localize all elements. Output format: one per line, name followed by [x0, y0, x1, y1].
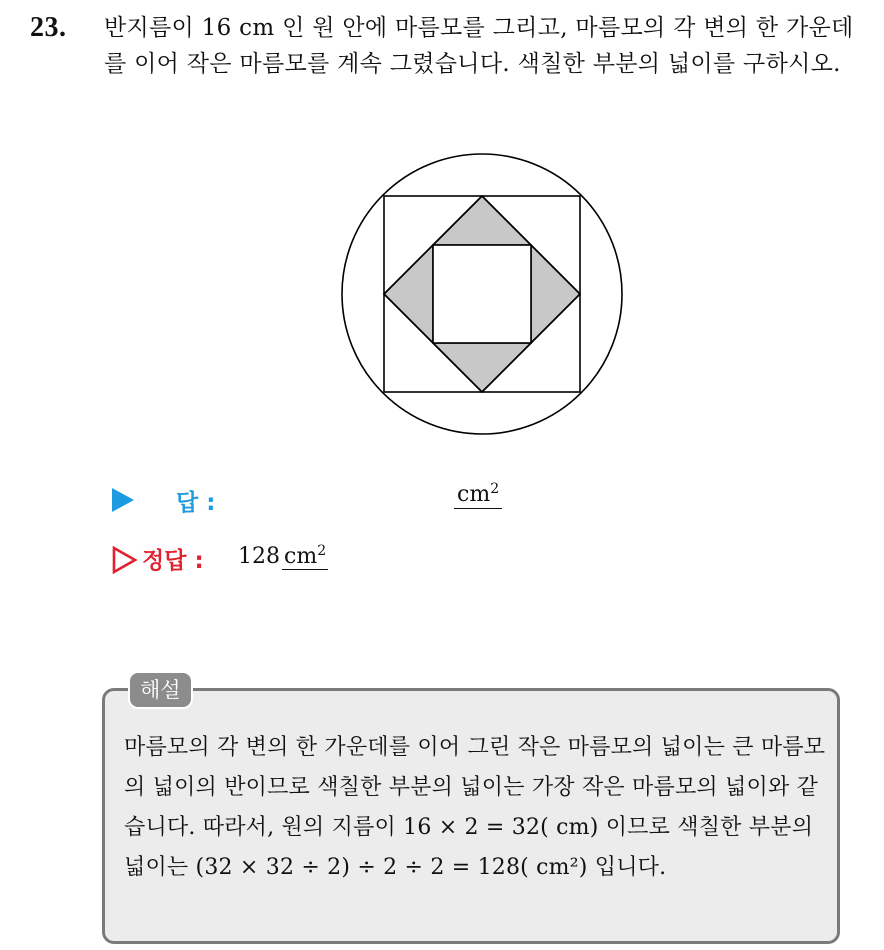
answer-blank[interactable]	[454, 482, 502, 509]
answer-triangle-icon	[112, 488, 134, 512]
question-number: 23.	[30, 12, 67, 43]
correct-value: 128	[238, 544, 280, 569]
shaded-triangle-bottom	[433, 343, 531, 392]
answer-label: 답 :	[176, 490, 216, 516]
correct-answer-row	[108, 540, 508, 580]
answer-unit: cm	[457, 482, 491, 507]
correct-value-group	[238, 544, 328, 569]
correct-label: 정답 :	[142, 548, 204, 574]
shaded-triangle-right	[531, 245, 580, 343]
explanation-text: 마름모의 각 변의 한 가운데를 이어 그린 작은 마름모의 넓이는 큰 마름모의 넓이의 반이므로 색칠한 부분의 넓이는 가장 작은 마름모의 넓이와 같습니다. 따라서, 원의 지름이 16 × 2 = 32( cm) 이므로 색칠한 부분의 넓이는 (32 × 32 ÷ 2) ÷ 2 ÷ 2 = 128( cm²) 입니다.	[124, 735, 826, 880]
shaded-triangle-left	[384, 245, 433, 343]
answer-unit-exponent: 2	[490, 481, 500, 497]
correct-unit-exponent: 2	[317, 543, 327, 559]
question-text: 반지름이 16 cm 인 원 안에 마름모를 그리고, 마름모의 각 변의 한 가운데를 이어 작은 마름모를 계속 그렸습니다. 색칠한 부분의 넓이를 구하시오.	[104, 15, 854, 77]
answer-row	[108, 480, 558, 520]
correct-unit-wrap	[282, 544, 328, 570]
explanation-tag: 해설	[128, 671, 193, 709]
correct-unit: cm	[284, 544, 318, 569]
inner-square	[433, 245, 531, 343]
geometry-figure	[340, 152, 624, 436]
shaded-triangle-top	[433, 196, 531, 245]
correct-triangle-icon	[112, 546, 138, 574]
